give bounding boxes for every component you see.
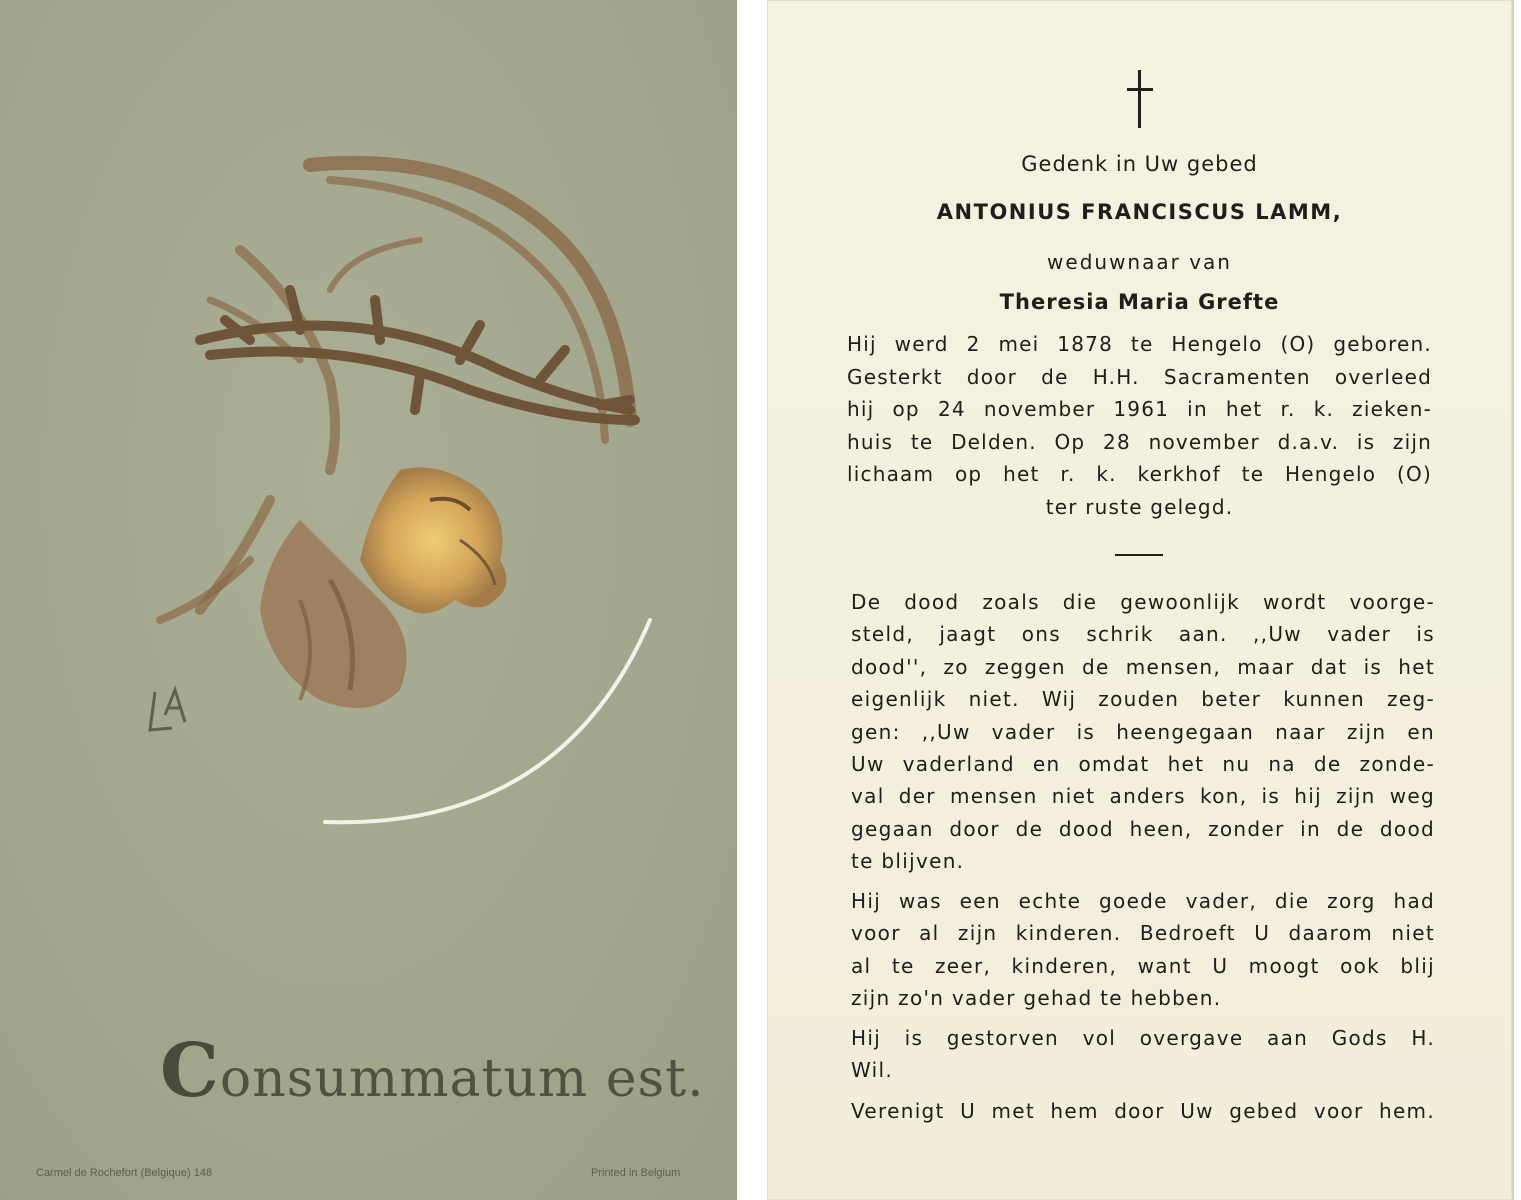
text-line: Hij was een echte goede vader, die zorg had bbox=[851, 889, 1435, 913]
card-gap bbox=[737, 0, 767, 1200]
text-line: eigenlijk niet. Wij zouden beter kunnen zeg- bbox=[851, 687, 1435, 712]
caption-consummatum-est bbox=[160, 1028, 705, 1114]
text-line: Gesterkt door de H.H. Sacramenten overleed bbox=[847, 364, 1432, 389]
text-line: zijn zo'n vader gehad te hebben. bbox=[851, 986, 1222, 1011]
memorial-card-front bbox=[0, 0, 737, 1200]
publisher-imprint: Carmel de Rochefort (Belgique) 148 bbox=[36, 1167, 213, 1179]
face bbox=[360, 468, 506, 614]
text-line: De dood zoals die gewoonlijk wordt voorge- bbox=[851, 590, 1435, 614]
text-line: gen: ,,Uw vader is heengegaan naar zijn en bbox=[851, 719, 1435, 744]
widower-of-label: weduwnaar van bbox=[1047, 250, 1232, 274]
text-line: Wil. bbox=[851, 1058, 894, 1083]
prayer-request: Gedenk in Uw gebed bbox=[1021, 152, 1258, 176]
caption-initial: C bbox=[160, 1028, 220, 1114]
text-line: steld, jaagt ons schrik aan. ,,Uw vader is bbox=[851, 622, 1435, 647]
text-line: al te zeer, kinderen, want U moogt ook blij bbox=[851, 953, 1435, 978]
text-line: huis te Delden. Op 28 november d.a.v. is zijn bbox=[847, 429, 1432, 454]
biography-paragraph bbox=[847, 328, 1432, 524]
divider-rule bbox=[1115, 554, 1163, 556]
text-line: Uw vaderland en omdat het nu na de zonde- bbox=[851, 752, 1435, 777]
cross-icon bbox=[1127, 70, 1153, 130]
text-line: hij op 24 november 1961 in het r. k. zieken- bbox=[847, 397, 1432, 422]
closing-prayer bbox=[851, 1095, 1435, 1127]
father-paragraph bbox=[851, 885, 1435, 1015]
text-line: voor al zijn kinderen. Bedroeft U daarom niet bbox=[851, 921, 1435, 946]
printed-in-notice: Printed in Belgium bbox=[591, 1167, 681, 1179]
text-line: Hij is gestorven vol overgave aan Gods H. bbox=[851, 1026, 1435, 1050]
text-line: Hij werd 2 mei 1878 te Hengelo (O) geboren. bbox=[847, 332, 1432, 356]
text-line: gegaan door de dood heen, zonder in de dood bbox=[851, 816, 1435, 841]
caption-text: onsummatum est. bbox=[219, 1049, 705, 1109]
spouse-name: Theresia Maria Grefte bbox=[999, 290, 1280, 314]
text-line: val der mensen niet anders kon, is hij zijn weg bbox=[851, 784, 1435, 809]
text-line: dood'', zo zeggen de mensen, maar dat is het bbox=[851, 654, 1435, 679]
text-line: te blijven. bbox=[851, 849, 965, 874]
text-line: lichaam op het r. k. kerkhof te Hengelo (O) bbox=[847, 462, 1432, 487]
deceased-name: ANTONIUS FRANCISCUS LAMM, bbox=[936, 200, 1343, 224]
christ-portrait-illustration bbox=[0, 0, 737, 1200]
text-line: Verenigt U met hem door Uw gebed voor hem. bbox=[851, 1099, 1435, 1123]
surrender-paragraph bbox=[851, 1022, 1435, 1087]
artist-monogram bbox=[150, 690, 185, 730]
reflection-paragraph bbox=[851, 586, 1435, 878]
text-line: ter ruste gelegd. bbox=[1045, 494, 1234, 519]
memorial-card-back bbox=[767, 0, 1514, 1200]
